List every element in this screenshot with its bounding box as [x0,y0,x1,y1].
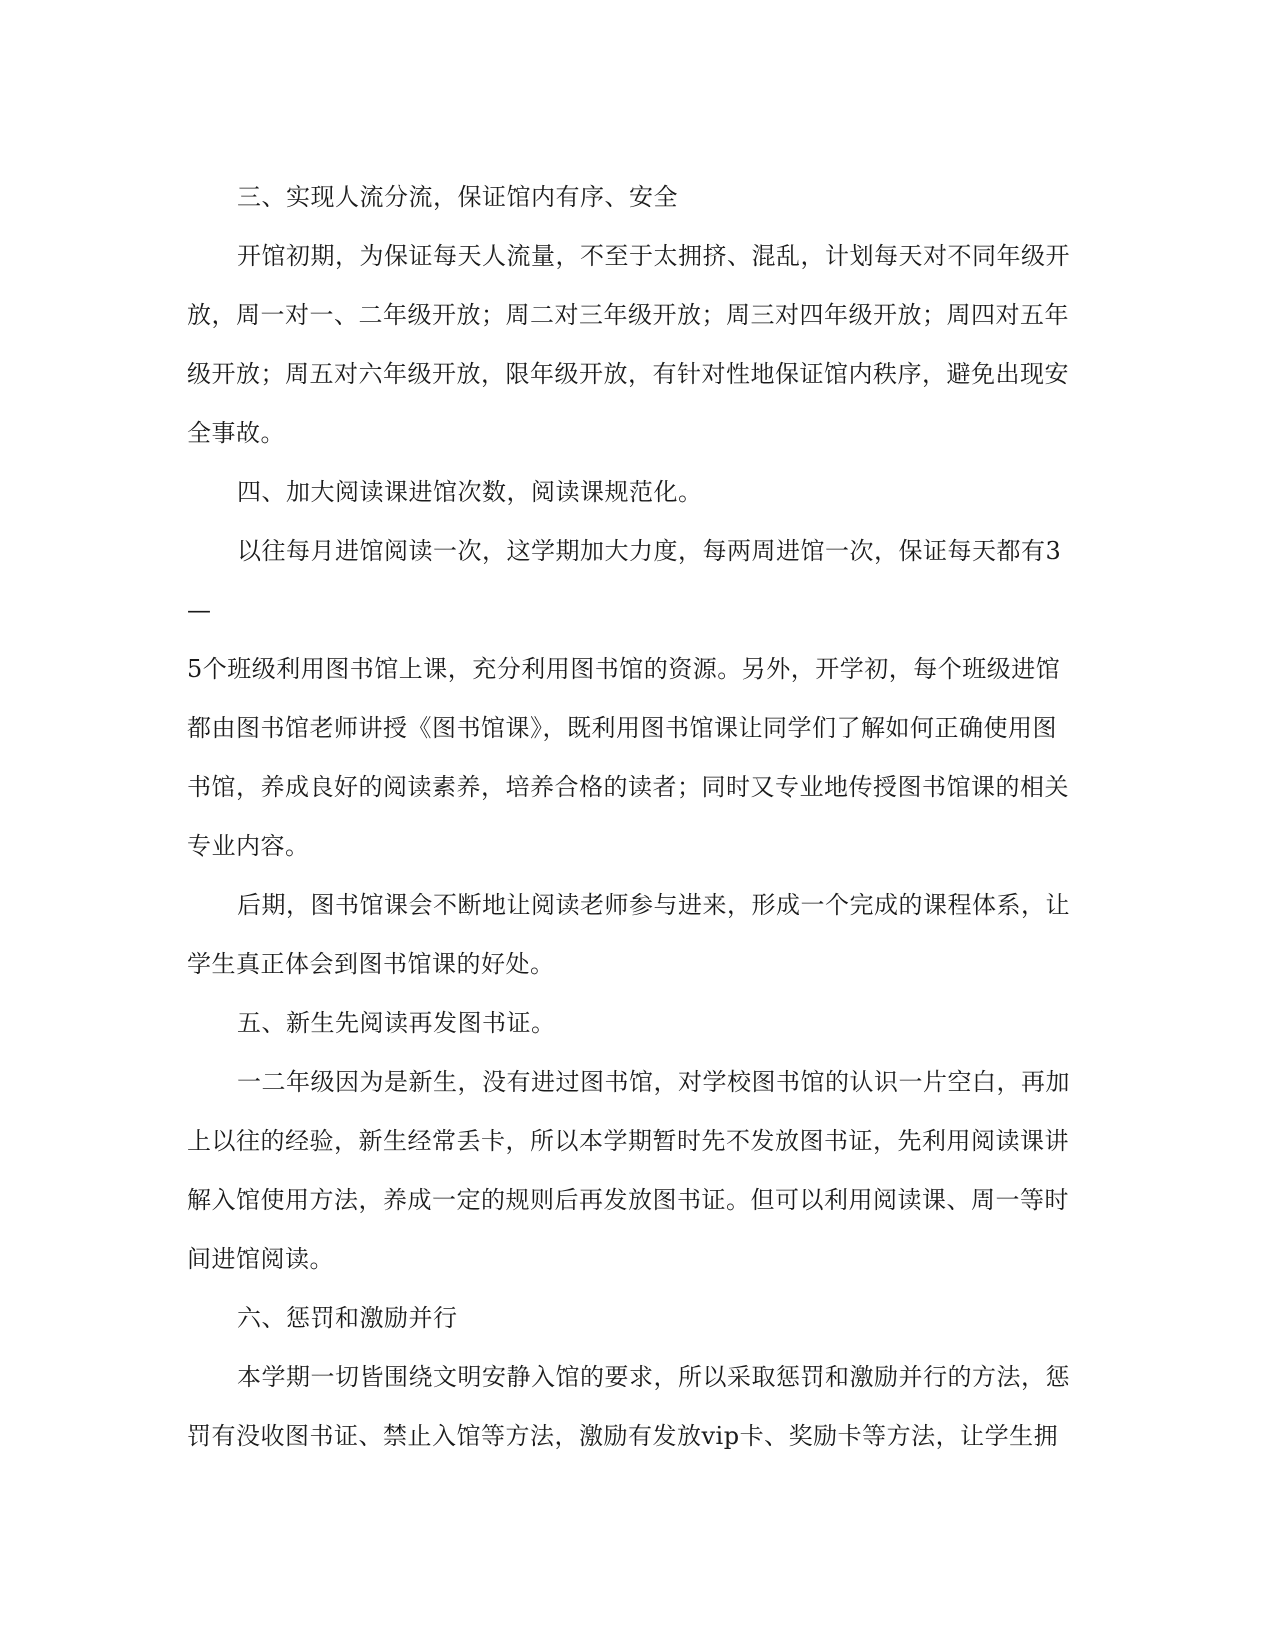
section-heading-5: 五、新生先阅读再发图书证。 [237,1009,556,1037]
paragraph-line: 罚有没收图书证、禁止入馆等方法，激励有发放vip卡、奖励卡等方法，让学生拥 [187,1422,1059,1450]
document-body [187,168,1087,1466]
paragraph-line: 级开放；周五对六年级开放，限年级开放，有针对性地保证馆内秩序，避免出现安 [187,360,1069,388]
paragraph-line: 5个班级利用图书馆上课，充分利用图书馆的资源。另外，开学初，每个班级进馆 [187,655,1061,683]
paragraph-line: 上以往的经验，新生经常丢卡，所以本学期暂时先不发放图书证，先利用阅读课讲 [187,1127,1069,1155]
paragraph-line: 本学期一切皆围绕文明安静入馆的要求，所以采取惩罚和激励并行的方法，惩 [237,1363,1070,1391]
paragraph-line: 都由图书馆老师讲授《图书馆课》，既利用图书馆课让同学们了解如何正确使用图 [187,714,1057,742]
paragraph-line: 以往每月进馆阅读一次，这学期加大力度，每两周进馆一次，保证每天都有3 [237,537,1062,565]
paragraph-line: 间进馆阅读。 [187,1245,334,1273]
paragraph-line: 学生真正体会到图书馆课的好处。 [187,950,555,978]
paragraph-line: — [187,596,212,624]
section-heading-3: 三、实现人流分流，保证馆内有序、安全 [237,183,678,211]
paragraph-line: 一二年级因为是新生，没有进过图书馆，对学校图书馆的认识一片空白，再加 [237,1068,1070,1096]
section-heading-6: 六、惩罚和激励并行 [237,1304,458,1332]
paragraph-line: 全事故。 [187,419,285,447]
paragraph-line: 开馆初期，为保证每天人流量，不至于太拥挤、混乱，计划每天对不同年级开 [237,242,1070,270]
paragraph-line: 书馆，养成良好的阅读素养，培养合格的读者；同时又专业地传授图书馆课的相关 [187,773,1069,801]
paragraph-line: 后期，图书馆课会不断地让阅读老师参与进来，形成一个完成的课程体系，让 [237,891,1070,919]
paragraph-line: 专业内容。 [187,832,310,860]
paragraph-line: 解入馆使用方法，养成一定的规则后再发放图书证。但可以利用阅读课、周一等时 [187,1186,1069,1214]
section-heading-4: 四、加大阅读课进馆次数，阅读课规范化。 [237,478,703,506]
paragraph-line: 放，周一对一、二年级开放；周二对三年级开放；周三对四年级开放；周四对五年 [187,301,1069,329]
